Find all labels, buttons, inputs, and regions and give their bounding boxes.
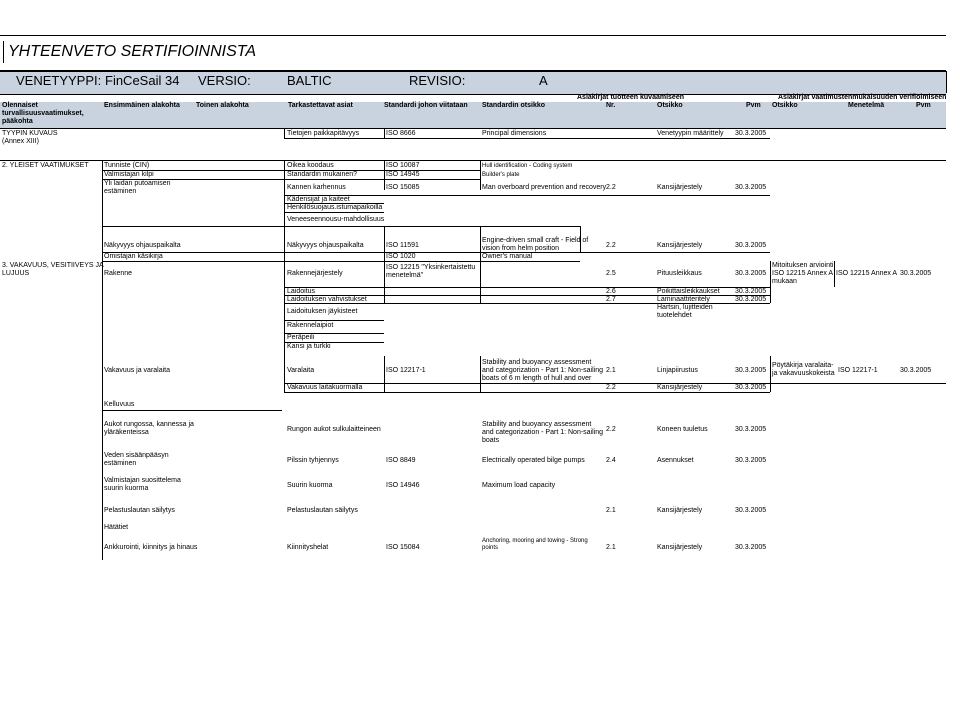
row24-first: Hätätiet — [104, 524, 129, 531]
rule — [834, 261, 835, 287]
row1-main: TYYPIN KUVAUS (Annex XIII) — [2, 130, 58, 146]
row8-asiat: Näkyvyys ohjauspaikalta — [287, 242, 364, 249]
row17-pvm: 30.3.2005 — [735, 367, 767, 374]
row20-asiat: Rungon aukot sulkulaitteineen — [287, 426, 381, 433]
row8-nr: 2.2 — [606, 242, 616, 249]
row17-menetelma: ISO 12217-1 — [838, 367, 878, 374]
col-otsikko: Otsikko — [657, 102, 683, 109]
row9-std: ISO 1020 — [386, 253, 416, 260]
row25-pvm: 30.3.2005 — [735, 544, 767, 551]
col-ensimmainen: Ensimmäinen alakohta — [104, 102, 180, 109]
rule — [384, 128, 385, 138]
row4-pvm: 30.3.2005 — [735, 184, 767, 191]
rule — [284, 138, 770, 139]
rule — [480, 226, 481, 304]
row10-main: 3. VAKAVUUS, VESITIIVEYS JA LUJUUS — [2, 262, 104, 278]
row10-nr: 2.5 — [606, 270, 616, 277]
row17-first: Vakavuus ja varalaita — [104, 367, 171, 374]
rule — [480, 356, 481, 392]
row20-pvm: 30.3.2005 — [735, 426, 767, 433]
col-pvm-2: Pvm — [916, 102, 931, 109]
row22-asiat: Suurin kuorma — [287, 482, 333, 489]
rule — [102, 261, 580, 262]
rule — [284, 392, 770, 393]
row21-std-title: Electrically operated bilge pumps — [482, 457, 585, 464]
row20-nr: 2.2 — [606, 426, 616, 433]
row23-asiat: Pelastuslautan säilytys — [287, 507, 358, 514]
row6-asiat: Henkilösuojaus.istumapaikoilla — [287, 204, 383, 211]
row23-first: Pelastuslautan säilytys — [104, 507, 175, 514]
row12-pvm: 30.3.2005 — [735, 296, 767, 303]
col-nr: Nr. — [606, 102, 616, 109]
rule — [284, 320, 384, 321]
row10-otsikko: Pituusleikkaus — [657, 270, 702, 277]
row3-std: ISO 14945 — [386, 171, 420, 178]
row11-asiat: Laidoitus — [287, 288, 316, 295]
row18-asiat: Vakavuus laitakuormalla — [287, 384, 363, 391]
row5-asiat: Kädensijat ja kaiteet — [287, 196, 350, 203]
row12-nr: 2.7 — [606, 296, 616, 303]
row18-otsikko: Kansijärjestely — [657, 384, 703, 391]
row10-pvm: 30.3.2005 — [735, 270, 767, 277]
row12-asiat: Laidoituksen vahvistukset — [287, 296, 367, 303]
row23-pvm: 30.3.2005 — [735, 507, 767, 514]
row18-nr: 2.2 — [606, 384, 616, 391]
row20-first: Aukot rungossa, kannessa ja yläräkenteissa — [104, 421, 194, 437]
row10-pvm2: 30.3.2005 — [900, 270, 932, 277]
row25-std: ISO 15084 — [386, 544, 420, 551]
row23-otsikko: Kansijärjestely — [657, 507, 703, 514]
venetyyppi-label: VENETYYPPI: — [16, 73, 102, 88]
row11-pvm: 30.3.2005 — [735, 288, 767, 295]
row3-asiat: Standardin mukainen? — [287, 171, 358, 178]
row18-pvm: 30.3.2005 — [735, 384, 767, 391]
row10-first: Rakenne — [104, 270, 133, 277]
row20-otsikko: Koneen tuuletus — [657, 426, 708, 433]
rule — [284, 195, 770, 196]
row19-first: Kelluvuus — [104, 401, 135, 408]
row23-nr: 2.1 — [606, 507, 616, 514]
row8-std: ISO 11591 — [386, 242, 419, 249]
row1-std-title: Principal dimensions — [482, 130, 547, 137]
row2-asiat: Oikea koodaus — [287, 162, 334, 169]
row11-nr: 2.6 — [606, 288, 616, 295]
row2-main: 2. YLEISET VAATIMUKSET — [2, 162, 89, 169]
rule — [946, 71, 947, 93]
rule — [384, 356, 385, 392]
row17-nr: 2.1 — [606, 367, 616, 374]
col-standardi: Standardi johon viitataan — [384, 102, 468, 109]
rule — [770, 261, 771, 303]
col-pvm: Pvm — [746, 102, 761, 109]
row3-std-title: Builder's plate — [482, 172, 520, 178]
row17-std-title: Stability and buoyancy assessment and categorization - Part 1: Non-sailing boats of 6 m length of hull and over — [482, 359, 604, 383]
row10-asiat: Rakennejärjestely — [287, 270, 343, 277]
rule — [0, 128, 946, 129]
col-tarkastettavat: Tarkastettavat asiat — [288, 102, 353, 109]
col-olennaiset: Olennaiset turvallisuusvaatimukset, pääkohta — [2, 102, 84, 126]
row13-otsikko: Hartsin, lujitteiden tuotelehdet — [657, 304, 713, 320]
row4-std-title: Man overboard prevention and recovery — [482, 184, 607, 191]
row10-std: ISO 12215 "Yksinkertaistettu menetelmä" — [386, 264, 476, 280]
rule — [102, 160, 103, 560]
rule — [284, 128, 285, 138]
revisio-label: REVISIO: — [409, 73, 466, 88]
row13-asiat: Laidoituksen jäykisteet — [287, 308, 358, 315]
row25-nr: 2.1 — [606, 544, 616, 551]
row17-std: ISO 12217-1 — [386, 367, 426, 374]
row25-first: Ankkurointi, kiinnitys ja hinaus — [104, 544, 198, 551]
row2-std: ISO 10087 — [386, 162, 420, 169]
row25-otsikko: Kansijärjestely — [657, 544, 703, 551]
rule — [284, 160, 285, 392]
rule — [102, 410, 282, 411]
row10-otsikko2: Mitoituksen arviointi ISO 12215 Annex A mukaan — [772, 262, 834, 286]
row3-first: Valmistajan kilpi — [104, 171, 154, 178]
venetyyppi-value: FinCeSail 34 — [105, 73, 180, 88]
col-menetelma: Menetelmä — [848, 102, 885, 109]
row15-asiat: Peräpeili — [287, 334, 315, 341]
row2-std-title: Hull identification - Coding system — [482, 163, 573, 169]
row11-otsikko: Poikittaisleikkaukset — [657, 288, 720, 295]
row4-first: Yli laidan putoamisen estäminen — [104, 180, 171, 196]
row8-first: Näkyvyys ohjauspaikalta — [104, 242, 181, 249]
row17-asiat: Varalaita — [287, 367, 315, 374]
row20-std-title: Stability and buoyancy assessment and categorization - Part 1: Non-sailing boats — [482, 421, 604, 445]
row22-std: ISO 14946 — [386, 482, 420, 489]
row4-otsikko: Kansijärjestely — [657, 184, 703, 191]
group-header-conformity-docs: Asiakirjat vaatimustenmukaisuuden verifioimiseen — [778, 94, 947, 101]
row22-std-title: Maximum load capacity — [482, 482, 556, 489]
rule — [102, 226, 580, 227]
row21-nr: 2.4 — [606, 457, 616, 464]
col-toinen: Toinen alakohta — [196, 102, 249, 109]
row4-asiat: Kannen karhennus — [287, 184, 346, 191]
row21-asiat: Pilssin tyhjennys — [287, 457, 339, 464]
row4-std: ISO 15085 — [386, 184, 420, 191]
rule — [770, 356, 771, 392]
row4-nr: 2.2 — [606, 184, 616, 191]
row21-std: ISO 8849 — [386, 457, 416, 464]
row16-asiat: Kansi ja turkki — [287, 343, 331, 350]
versio-value: BALTIC — [287, 73, 332, 88]
col-otsikko-2: Otsikko — [772, 102, 798, 109]
row25-asiat: Kiinnityshelat — [287, 544, 329, 551]
row9-first: Omistajan käsikirja — [104, 253, 163, 260]
rule — [384, 160, 385, 190]
title-cursor-bar — [3, 41, 4, 63]
row1-asiat: Tietojen paikkapitävyys — [287, 130, 360, 137]
row21-otsikko: Asennukset — [657, 457, 694, 464]
versio-label: VERSIO: — [198, 73, 251, 88]
row10-menetelma: ISO 12215 Annex A — [836, 270, 898, 277]
row25-std-title: Anchoring, mooring and towing - Strong points — [482, 538, 588, 551]
rule — [102, 252, 770, 253]
group-header-product-docs: Asiakirjat tuotteen kuvaamiseen — [577, 94, 684, 101]
rule — [480, 160, 481, 190]
row17-otsikko2: Pöytäkirja varalaita- ja vakavuuskokeista — [772, 362, 835, 378]
row1-pvm: 30.3.2005 — [735, 130, 767, 137]
row8-pvm: 30.3.2005 — [735, 242, 767, 249]
col-standardin-otsikko: Standardin otsikko — [482, 102, 546, 109]
row22-first: Valmistajan suosittelema suurin kuorma — [104, 477, 181, 493]
row7-asiat: Veneeseennousu-mahdollisuus — [287, 216, 385, 223]
row14-asiat: Rakennelaipiot — [287, 322, 334, 329]
page-title: YHTEENVETO SERTIFIOINNISTA — [8, 43, 257, 60]
row1-std: ISO 8666 — [386, 130, 416, 137]
revisio-value: A — [539, 73, 548, 88]
row1-otsikko: Venetyypin määrittely — [657, 130, 724, 137]
row21-pvm: 30.3.2005 — [735, 457, 767, 464]
rule — [0, 160, 946, 161]
row9-std-title: Owner's manual — [482, 253, 533, 260]
row17-otsikko: Linjapiirustus — [657, 367, 698, 374]
row12-otsikko: Laminaattiteritely — [657, 296, 710, 303]
row8-std-title: Engine-driven small craft - Field of vision from helm position — [482, 237, 589, 253]
rule — [384, 226, 385, 304]
row8-otsikko: Kansijärjestely — [657, 242, 703, 249]
row2-first: Tunniste (CIN) — [104, 162, 150, 169]
rule — [284, 212, 384, 213]
row17-pvm2: 30.3.2005 — [900, 367, 932, 374]
row21-first: Veden sisäänpääsyn estäminen — [104, 452, 169, 468]
